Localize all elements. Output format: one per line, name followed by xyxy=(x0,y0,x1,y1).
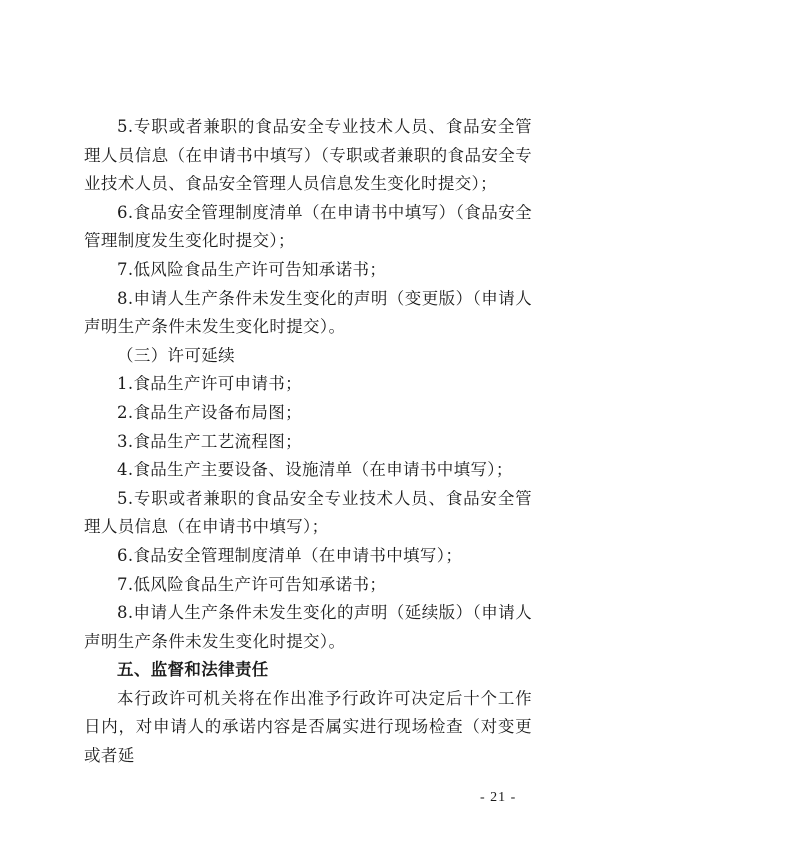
body-text xyxy=(84,113,532,771)
page-number: - 21 - xyxy=(480,790,517,805)
paragraph-item-6-management: 6.食品安全管理制度清单（在申请书中填写）（食品安全管理制度发生变化时提交）； xyxy=(84,202,532,251)
paragraph-renewal-4: 4.食品生产主要设备、设施清单（在申请书中填写）； xyxy=(117,460,513,480)
paragraph-renewal-2: 2.食品生产设备布局图； xyxy=(117,402,302,422)
paragraph-renewal-6: 6.食品安全管理制度清单（在申请书中填写）； xyxy=(117,545,463,565)
paragraph-item-8-declaration-change: 8.申请人生产条件未发生变化的声明（变更版）（申请人声明生产条件未发生变化时提交）。 xyxy=(84,288,532,337)
section-heading-supervision: 五、监督和法律责任 xyxy=(117,660,269,680)
paragraph-renewal-5: 5.专职或者兼职的食品安全专业技术人员、食品安全管理人员信息（在申请书中填写）； xyxy=(84,488,532,537)
paragraph-renewal-8: 8.申请人生产条件未发生变化的声明（延续版）（申请人声明生产条件未发生变化时提交）。 xyxy=(84,603,532,651)
section-renewal-title: （三）许可延续 xyxy=(117,345,235,365)
paragraph-item-7-commitment: 7.低风险食品生产许可告知承诺书； xyxy=(117,259,387,279)
paragraph-renewal-1: 1.食品生产许可申请书； xyxy=(117,374,302,394)
paragraph-item-5-staff: 5.专职或者兼职的食品安全专业技术人员、食品安全管理人员信息（在申请书中填写）（专职或者兼职的食品安全专业技术人员、食品安全管理人员信息发生变化时提交）； xyxy=(84,117,532,194)
paragraph-renewal-7: 7.低风险食品生产许可告知承诺书； xyxy=(117,574,387,594)
paragraph-renewal-3: 3.食品生产工艺流程图； xyxy=(117,431,302,451)
closing-paragraph: 本行政许可机关将在作出准予行政许可决定后十个工作日内，对申请人的承诺内容是否属实进行现场检查（对变更或者延 xyxy=(84,688,532,766)
